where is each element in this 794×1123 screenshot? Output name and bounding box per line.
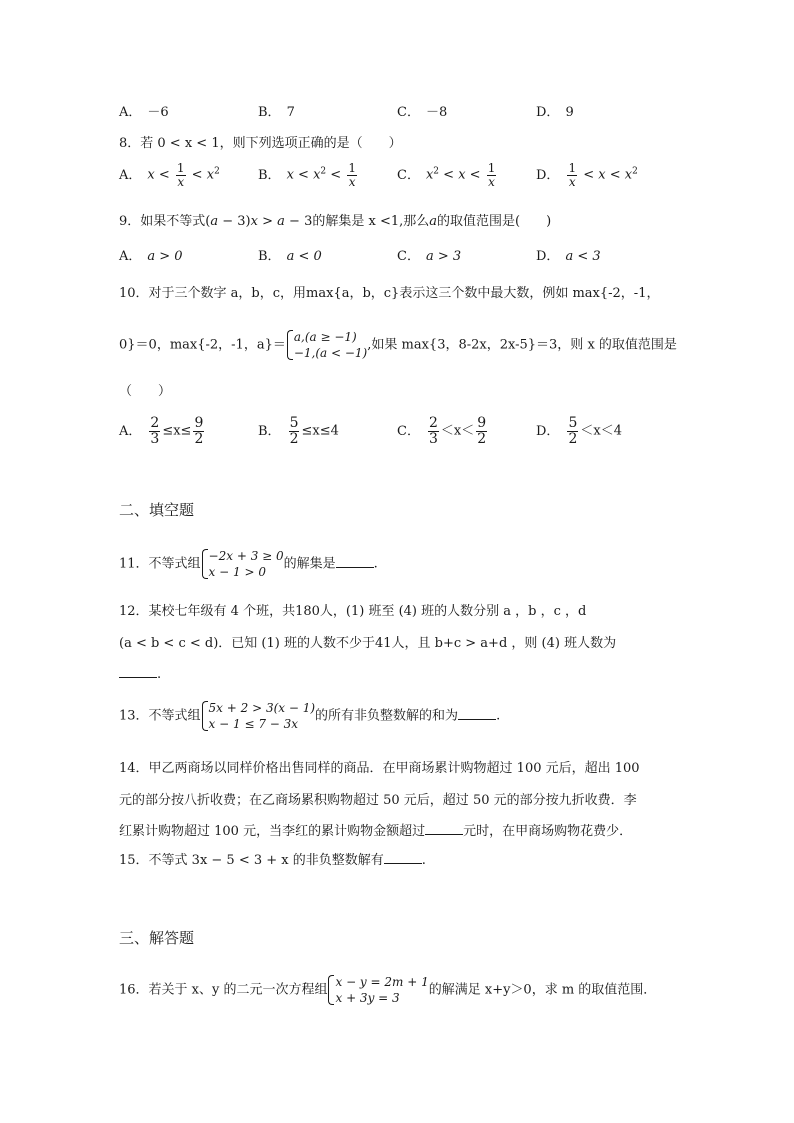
q13-answer-blank[interactable] bbox=[458, 719, 496, 720]
q8-option-b: B． $x < x^2$ < $\frac{1}{x}$ bbox=[258, 161, 356, 189]
q15-answer-blank[interactable] bbox=[384, 863, 422, 864]
q10-stem-line3: （ ） bbox=[119, 384, 172, 399]
q12-answer-blank[interactable] bbox=[119, 677, 157, 678]
section-solve-title: 三、解答题 bbox=[119, 929, 195, 947]
q14-stem-line3: 红累计购物超过 100 元，当李红的累计购物金额超过 元时，在甲商场购物花费少． bbox=[119, 824, 633, 839]
q12-stem-line1: 12．某校七年级有 4 个班，共180人，(1) 班至 (4) 班的人数分别 a ，b ，c ，d bbox=[119, 604, 587, 619]
q7-option-d: D． 9 bbox=[536, 105, 574, 120]
q10-option-c: C． $\frac{2}{3}$ ＜x＜ $\frac{9}{2}$ bbox=[397, 415, 487, 447]
q7-option-c: C． －8 bbox=[397, 105, 448, 120]
q7-option-b: B． 7 bbox=[258, 105, 295, 120]
section-fill-in-title: 二、填空题 bbox=[119, 501, 195, 519]
q8-stem: 8．若 0 < x < 1，则下列选项正确的是（ ） bbox=[119, 136, 402, 151]
q10-stem-line2: 0}＝0，max{-2，-1，a}＝ a,(a ≥ −1) −1,(a < −1) ,如果 max{3，8-2x，2x-5}＝3，则 x 的取值范围是 bbox=[119, 330, 677, 361]
q14-stem-line2: 元的部分按八折收费；在乙商场累积购物超过 50 元后，超过 50 元的部分按九折收费．李 bbox=[119, 793, 637, 808]
q9-option-d: D． a < 3 bbox=[536, 249, 601, 264]
q16-stem: 16．若关于 x、y 的二元一次方程组 x − y = 2m + 1 x + 3y = 3 的解满足 x+y＞0，求 m 的取值范围． bbox=[119, 975, 657, 1006]
q8-option-c: C． $x^2 < x$ < $\frac{1}{x}$ bbox=[397, 161, 496, 189]
q9-option-a: A． a > 0 bbox=[119, 249, 183, 264]
q8-option-a: A． x < $\frac{1}{x}$ < $x^2$ bbox=[119, 161, 220, 189]
q9-option-b: B． a < 0 bbox=[258, 249, 322, 264]
q10-option-b: B． $\frac{5}{2}$ ≤x≤4 bbox=[258, 415, 339, 447]
q11-answer-blank[interactable] bbox=[336, 567, 374, 568]
q9-option-c: C． a > 3 bbox=[397, 249, 462, 264]
q11-stem: 11．不等式组 −2x + 3 ≥ 0 x − 1 > 0 的解集是 . bbox=[119, 549, 378, 580]
q10-stem-line1: 10．对于三个数字 a，b，c，用max{a，b，c}表示这三个数中最大数，例如 max{-2，-1， bbox=[119, 286, 660, 301]
q12-answer-line: . bbox=[119, 668, 161, 681]
q15-stem: 15．不等式 3x − 5 < 3 + x 的非负整数解有 . bbox=[119, 853, 426, 868]
q13-stem: 13．不等式组 5x + 2 > 3(x − 1) x − 1 ≤ 7 − 3x 的所有非负整数解的和为 . bbox=[119, 701, 501, 732]
q10-option-d: D． $\frac{5}{2}$ ＜x＜4 bbox=[536, 415, 622, 447]
q14-answer-blank[interactable] bbox=[425, 834, 463, 835]
q10-option-a: A． $\frac{2}{3}$ ≤x≤ $\frac{9}{2}$ bbox=[119, 415, 204, 447]
q7-option-a: A． －6 bbox=[119, 105, 169, 120]
q9-stem: 9．如果不等式(a − 3)x > a − 3的解集是 x <1,那么a的取值范围是( ) bbox=[119, 214, 552, 229]
q8-option-d: D． $\frac{1}{x}$ < $x < x^2$ bbox=[536, 161, 638, 189]
q12-stem-line2: (a < b < c < d)．已知 (1) 班的人数不少于41人，且 b+c > a+d ，则 (4) 班人数为 bbox=[119, 636, 617, 651]
q14-stem-line1: 14．甲乙两商场以同样价格出售同样的商品．在甲商场累计购物超过 100 元后，超出 100 bbox=[119, 761, 640, 776]
